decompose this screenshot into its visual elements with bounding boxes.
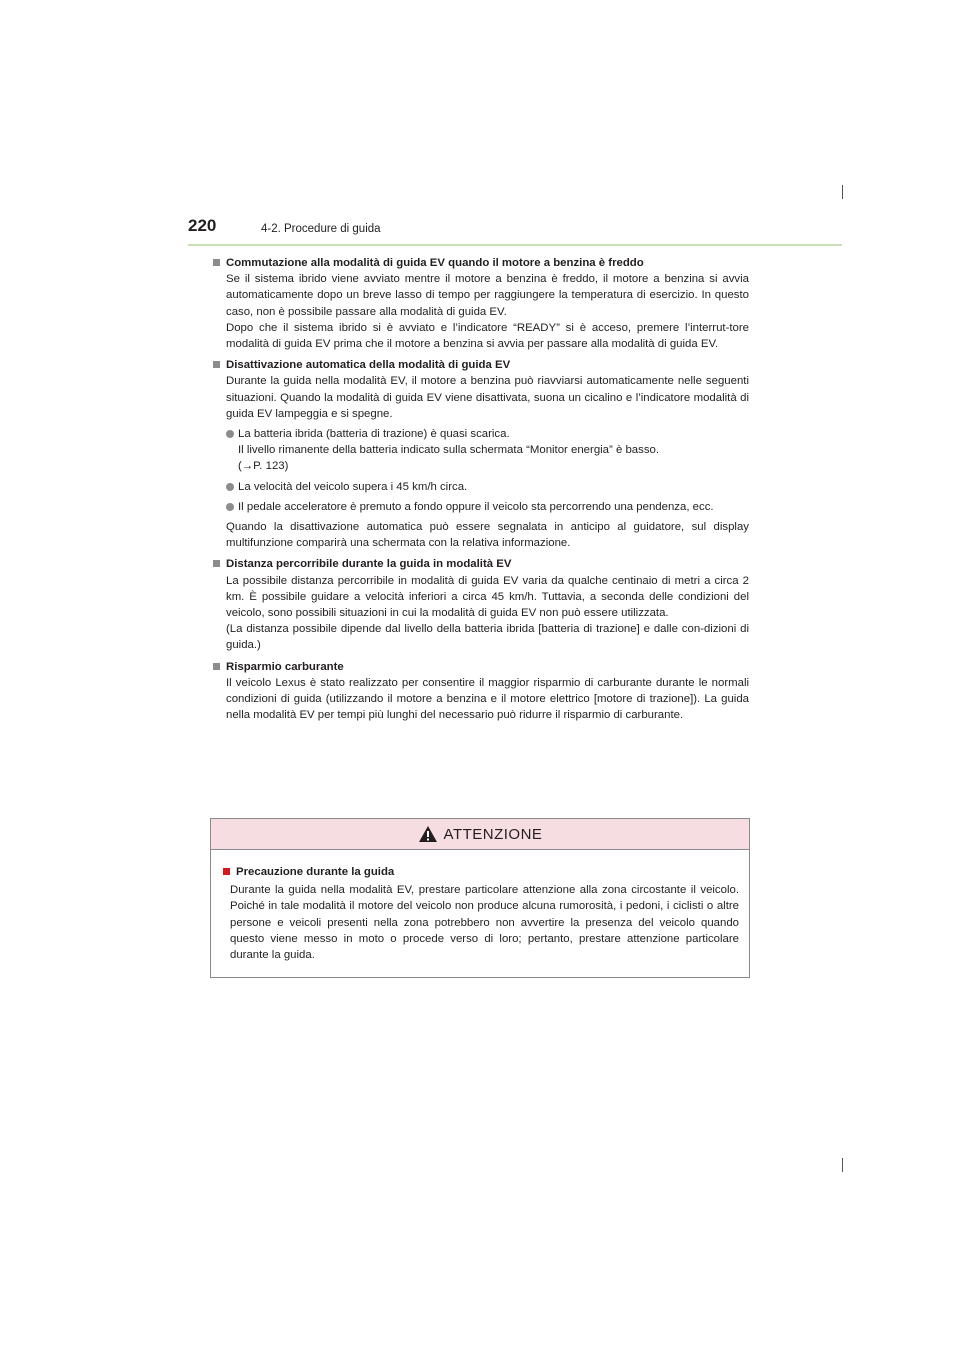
square-bullet-icon <box>213 560 220 567</box>
list-item <box>212 499 749 515</box>
bullet-text: Il pedale acceleratore è premuto a fondo oppure il veicolo sta percorrendo una pendenza, ecc. <box>238 500 714 513</box>
crop-mark-bottom <box>842 1158 843 1172</box>
section-auto-deactivation <box>212 357 749 551</box>
page-reference-link[interactable]: (→P. 123) <box>238 460 289 473</box>
page-number: 220 <box>188 216 217 235</box>
warning-title: ATTENZIONE <box>443 825 543 843</box>
warning-box <box>210 818 750 978</box>
square-bullet-icon <box>213 663 220 670</box>
section-heading: Disattivazione automatica della modalità di guida EV <box>226 359 511 372</box>
paragraph: Il veicolo Lexus è stato realizzato per consentire il maggior risparmio di carburante durante le normali condizioni di guida (utilizzando il motore a benzina e il motore elettrico [motore di trazione]). La guida nella modalità EV per tempi più lunghi del necessario può ridurre il risparmio di carburante. <box>226 676 749 722</box>
section-ev-cold-engine <box>212 255 749 352</box>
crop-mark-top <box>842 185 843 199</box>
list-item <box>212 426 749 475</box>
paragraph: Se il sistema ibrido viene avviato mentre il motore a benzina è freddo, il motore a benzina si avvia automaticamente dopo un breve lasso di tempo per raggiungere la temperatura di esercizio. In questo caso, non è possibile passare alla modalità di guida EV. <box>226 273 749 318</box>
square-bullet-icon <box>213 361 220 368</box>
warning-triangle-icon <box>418 825 438 843</box>
warning-text: Durante la guida nella modalità EV, prestare particolare attenzione alla zona circostante il veicolo. Poiché in tale modalità il motore del veicolo non produce alcuna rumorosità, i pedoni, i ciclisti o altre persone e veicoli presenti nella zona potrebbero non avvertire la presenza del veicolo quando questo viene messo in moto o procede verso di loro; pertanto, prestare attenzione particolare durante la guida. <box>230 884 739 962</box>
section-heading: Commutazione alla modalità di guida EV quando il motore a benzina è freddo <box>226 257 644 269</box>
round-bullet-icon <box>226 483 234 491</box>
section-fuel-economy <box>212 659 749 724</box>
round-bullet-icon <box>226 430 234 438</box>
paragraph: (La distanza possibile dipende dal livello della batteria ibrida [batteria di trazione] e dalle con-dizioni di guida.) <box>226 623 749 652</box>
paragraph: Dopo che il sistema ibrido si è avviato e l’indicatore “READY” si è acceso, premere l’interrut-tore modalità di guida EV prima che il motore a benzina si avvia per passare alla modalità di guida EV. <box>226 321 749 351</box>
bullet-text: Il livello rimanente della batteria indicato sulla schermata “Monitor energia” è basso. <box>238 444 660 457</box>
red-square-bullet-icon <box>223 868 230 875</box>
section-heading: Distanza percorribile durante la guida in modalità EV <box>226 558 512 571</box>
page-content <box>212 255 749 728</box>
round-bullet-icon <box>226 503 234 511</box>
warning-header <box>211 819 749 850</box>
paragraph: La possibile distanza percorribile in modalità di guida EV varia da qualche centinaio di metri a circa 2 km. È possibile guidare a velocità inferiori a circa 45 km/h. Tuttavia, a seconda delle condizioni del veicolo, sono possibili situazioni in cui la modalità di guida EV non può essere utilizzata. <box>226 574 749 620</box>
paragraph: Durante la guida nella modalità EV, il motore a benzina può riavviarsi automaticamente nelle seguenti situazioni. Quando la modalità di guida EV viene disattivata, suona un cicalino e l’indicatore modalità di guida EV lampeggia e si spegne. <box>226 375 749 420</box>
warning-subtitle: Precauzione durante la guida <box>236 866 395 878</box>
section-title: 4-2. Procedure di guida <box>261 223 381 235</box>
square-bullet-icon <box>213 259 220 266</box>
header-rule <box>188 244 842 246</box>
bullet-text: La batteria ibrida (batteria di trazione) è quasi scarica. <box>238 428 510 441</box>
bullet-text: La velocità del veicolo supera i 45 km/h circa. <box>238 480 468 493</box>
section-heading: Risparmio carburante <box>226 660 344 673</box>
list-item <box>212 479 749 495</box>
section-ev-range <box>212 556 749 653</box>
paragraph: Quando la disattivazione automatica può essere segnalata in anticipo al guidatore, sul display multifunzione comparirà una schermata con la relativa informazione. <box>226 521 749 550</box>
